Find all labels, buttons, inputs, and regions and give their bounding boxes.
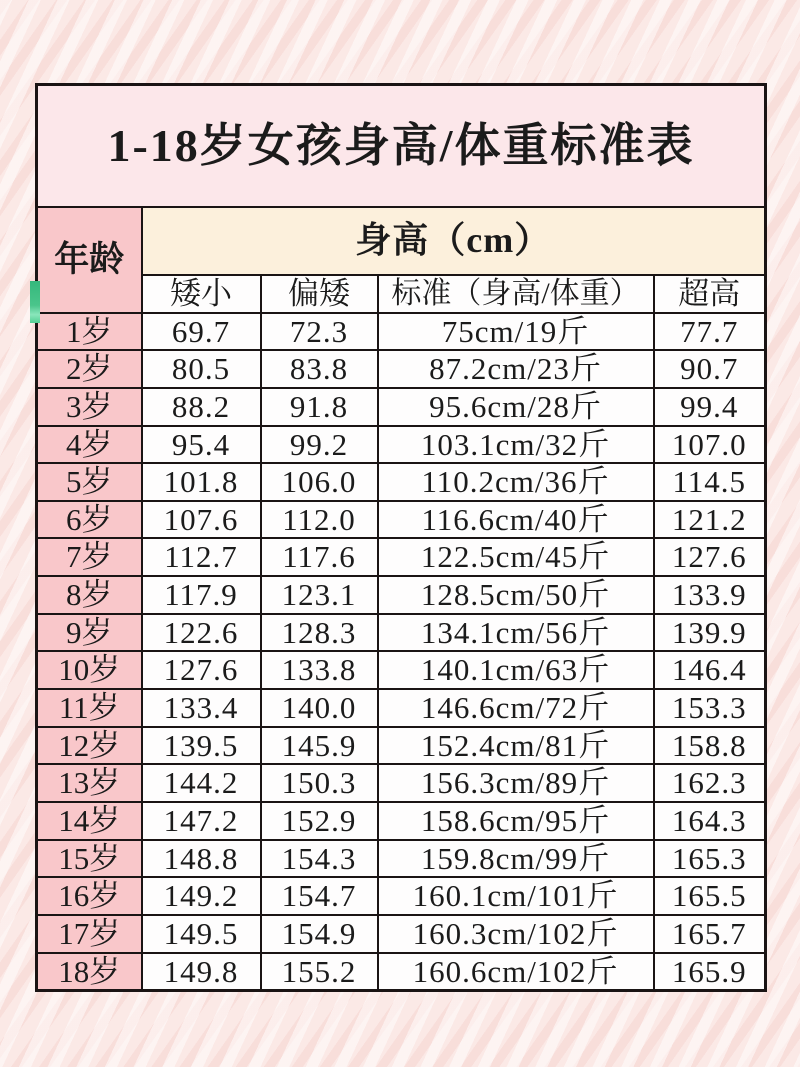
- table-row: [37, 313, 766, 351]
- age-cell: 1岁: [37, 313, 142, 351]
- table-row: [37, 388, 766, 426]
- table-row: [37, 764, 766, 802]
- subheader-row: [37, 275, 766, 313]
- standard-value-cell: 87.2cm/23斤: [378, 350, 654, 388]
- short-value-cell: 148.8: [142, 840, 261, 878]
- short-value-cell: 139.5: [142, 727, 261, 765]
- below-average-value-cell: 72.3: [261, 313, 378, 351]
- tall-value-cell: 146.4: [654, 651, 766, 689]
- table-row: [37, 840, 766, 878]
- age-cell: 10岁: [37, 651, 142, 689]
- below-average-value-cell: 154.9: [261, 915, 378, 953]
- age-cell: 12岁: [37, 727, 142, 765]
- table-row: [37, 727, 766, 765]
- below-average-value-cell: 99.2: [261, 426, 378, 464]
- tall-value-cell: 121.2: [654, 501, 766, 539]
- below-average-value-cell: 140.0: [261, 689, 378, 727]
- standard-value-cell: 152.4cm/81斤: [378, 727, 654, 765]
- tall-value-cell: 165.9: [654, 953, 766, 991]
- table-title: 1-18岁女孩身高/体重标准表: [37, 85, 766, 208]
- age-cell: 8岁: [37, 576, 142, 614]
- age-cell: 14岁: [37, 802, 142, 840]
- below-average-value-cell: 154.7: [261, 877, 378, 915]
- tall-value-cell: 90.7: [654, 350, 766, 388]
- standard-value-cell: 128.5cm/50斤: [378, 576, 654, 614]
- short-value-cell: 147.2: [142, 802, 261, 840]
- age-cell: 6岁: [37, 501, 142, 539]
- table-row: [37, 426, 766, 464]
- below-average-value-cell: 123.1: [261, 576, 378, 614]
- table-row: [37, 576, 766, 614]
- standard-value-cell: 95.6cm/28斤: [378, 388, 654, 426]
- age-cell: 5岁: [37, 463, 142, 501]
- table-row: [37, 651, 766, 689]
- short-value-cell: 88.2: [142, 388, 261, 426]
- short-value-cell: 69.7: [142, 313, 261, 351]
- short-value-cell: 95.4: [142, 426, 261, 464]
- short-value-cell: 127.6: [142, 651, 261, 689]
- short-value-cell: 117.9: [142, 576, 261, 614]
- table-row: [37, 501, 766, 539]
- standard-value-cell: 103.1cm/32斤: [378, 426, 654, 464]
- age-cell: 7岁: [37, 538, 142, 576]
- below-average-value-cell: 133.8: [261, 651, 378, 689]
- table-row: [37, 953, 766, 991]
- table-row: [37, 877, 766, 915]
- table-row: [37, 538, 766, 576]
- tall-value-cell: 165.7: [654, 915, 766, 953]
- age-cell: 2岁: [37, 350, 142, 388]
- standard-value-cell: 160.1cm/101斤: [378, 877, 654, 915]
- tall-value-cell: 127.6: [654, 538, 766, 576]
- table-header: [37, 85, 766, 313]
- tall-value-cell: 165.3: [654, 840, 766, 878]
- short-value-cell: 133.4: [142, 689, 261, 727]
- short-value-cell: 149.5: [142, 915, 261, 953]
- below-average-value-cell: 91.8: [261, 388, 378, 426]
- short-value-cell: 144.2: [142, 764, 261, 802]
- short-value-cell: 107.6: [142, 501, 261, 539]
- age-cell: 4岁: [37, 426, 142, 464]
- below-average-value-cell: 152.9: [261, 802, 378, 840]
- column-header-short: 矮小: [142, 275, 261, 313]
- height-weight-standard-table: [35, 83, 767, 992]
- standard-value-cell: 158.6cm/95斤: [378, 802, 654, 840]
- tall-value-cell: 114.5: [654, 463, 766, 501]
- column-header-tall: 超高: [654, 275, 766, 313]
- age-cell: 3岁: [37, 388, 142, 426]
- short-value-cell: 101.8: [142, 463, 261, 501]
- table-body: [37, 313, 766, 991]
- table-row: [37, 463, 766, 501]
- table-row: [37, 614, 766, 652]
- column-header-below-average: 偏矮: [261, 275, 378, 313]
- below-average-value-cell: 117.6: [261, 538, 378, 576]
- tall-value-cell: 139.9: [654, 614, 766, 652]
- below-average-value-cell: 150.3: [261, 764, 378, 802]
- age-cell: 15岁: [37, 840, 142, 878]
- height-group-header: 身高（cm）: [142, 207, 766, 275]
- below-average-value-cell: 106.0: [261, 463, 378, 501]
- tall-value-cell: 164.3: [654, 802, 766, 840]
- group-header-row: [37, 207, 766, 275]
- short-value-cell: 112.7: [142, 538, 261, 576]
- age-column-header: 年龄: [37, 207, 142, 313]
- below-average-value-cell: 83.8: [261, 350, 378, 388]
- tall-value-cell: 99.4: [654, 388, 766, 426]
- age-cell: 16岁: [37, 877, 142, 915]
- tall-value-cell: 153.3: [654, 689, 766, 727]
- standard-value-cell: 156.3cm/89斤: [378, 764, 654, 802]
- table-row: [37, 915, 766, 953]
- short-value-cell: 149.2: [142, 877, 261, 915]
- table-row: [37, 802, 766, 840]
- tall-value-cell: 165.5: [654, 877, 766, 915]
- standard-value-cell: 146.6cm/72斤: [378, 689, 654, 727]
- table-row: [37, 689, 766, 727]
- standard-value-cell: 140.1cm/63斤: [378, 651, 654, 689]
- standard-value-cell: 160.6cm/102斤: [378, 953, 654, 991]
- tall-value-cell: 77.7: [654, 313, 766, 351]
- below-average-value-cell: 155.2: [261, 953, 378, 991]
- standard-value-cell: 160.3cm/102斤: [378, 915, 654, 953]
- standard-value-cell: 122.5cm/45斤: [378, 538, 654, 576]
- green-marker: [30, 281, 40, 323]
- table-row: [37, 350, 766, 388]
- age-cell: 17岁: [37, 915, 142, 953]
- below-average-value-cell: 145.9: [261, 727, 378, 765]
- title-row: [37, 85, 766, 208]
- tall-value-cell: 162.3: [654, 764, 766, 802]
- below-average-value-cell: 154.3: [261, 840, 378, 878]
- age-cell: 11岁: [37, 689, 142, 727]
- standard-value-cell: 116.6cm/40斤: [378, 501, 654, 539]
- standard-value-cell: 159.8cm/99斤: [378, 840, 654, 878]
- standard-value-cell: 75cm/19斤: [378, 313, 654, 351]
- tall-value-cell: 158.8: [654, 727, 766, 765]
- age-cell: 13岁: [37, 764, 142, 802]
- standard-value-cell: 134.1cm/56斤: [378, 614, 654, 652]
- tall-value-cell: 107.0: [654, 426, 766, 464]
- short-value-cell: 122.6: [142, 614, 261, 652]
- below-average-value-cell: 128.3: [261, 614, 378, 652]
- short-value-cell: 149.8: [142, 953, 261, 991]
- age-cell: 18岁: [37, 953, 142, 991]
- age-cell: 9岁: [37, 614, 142, 652]
- column-header-standard: 标准（身高/体重）: [378, 275, 654, 313]
- standard-value-cell: 110.2cm/36斤: [378, 463, 654, 501]
- below-average-value-cell: 112.0: [261, 501, 378, 539]
- tall-value-cell: 133.9: [654, 576, 766, 614]
- short-value-cell: 80.5: [142, 350, 261, 388]
